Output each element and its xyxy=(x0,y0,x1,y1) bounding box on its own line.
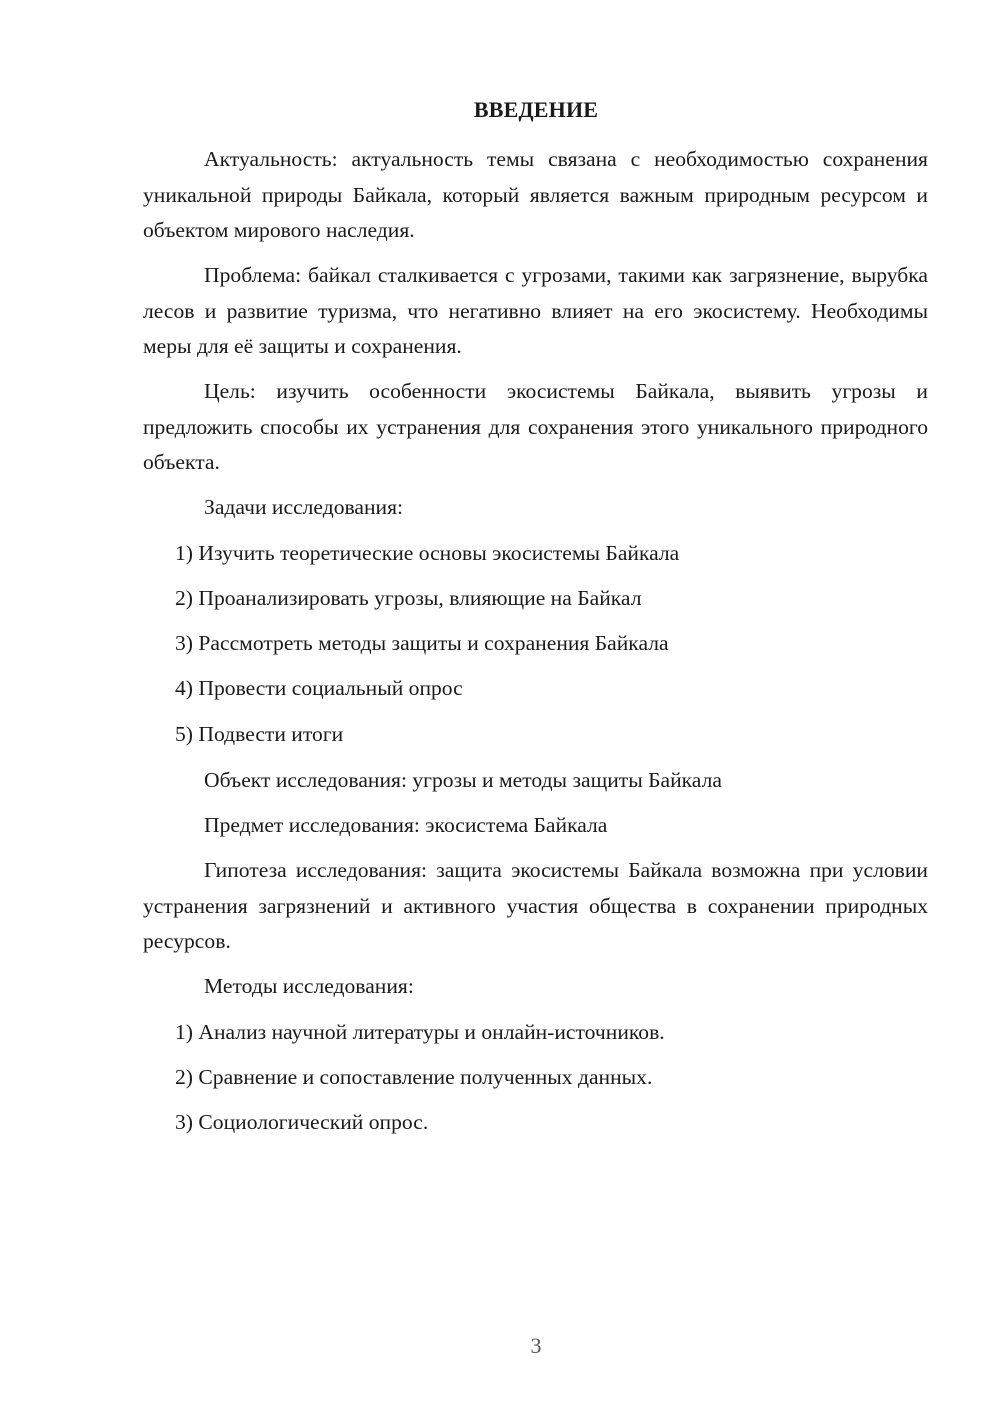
problem-paragraph: Проблема: байкал сталкивается с угрозами, такими как загрязнение, вырубка лесов и развитие туризма, что негативно влияет на его экосистему. Необходимы меры для её защиты и сохранения. xyxy=(143,263,928,359)
goal-paragraph: Цель: изучить особенности экосистемы Байкала, выявить угрозы и предложить способы их устранения для сохранения этого уникального природного объекта. xyxy=(143,379,928,475)
task-item-5: 5) Подвести итоги xyxy=(175,722,344,746)
method-item-1: 1) Анализ научной литературы и онлайн-источников. xyxy=(175,1020,665,1044)
method-item-3: 3) Социологический опрос. xyxy=(175,1110,429,1134)
task-item-2: 2) Проанализировать угрозы, влияющие на Байкал xyxy=(175,586,642,610)
object-line: Объект исследования: угрозы и методы защиты Байкала xyxy=(204,768,722,792)
task-item-1: 1) Изучить теоретические основы экосистемы Байкала xyxy=(175,541,680,565)
relevance-paragraph: Актуальность: актуальность темы связана с необходимостью сохранения уникальной природы Байкала, который является важным природным ресурсом и объектом мирового наследия. xyxy=(143,147,928,243)
task-item-3: 3) Рассмотреть методы защиты и сохранения Байкала xyxy=(175,631,669,655)
task-item-4: 4) Провести социальный опрос xyxy=(175,676,463,700)
hypothesis-paragraph: Гипотеза исследования: защита экосистемы Байкала возможна при условии устранения загрязнений и активного участия общества в сохранении природных ресурсов. xyxy=(143,858,928,954)
methods-heading: Методы исследования: xyxy=(204,974,414,998)
page-number: 3 xyxy=(530,1333,542,1358)
page-title: ВВЕДЕНИЕ xyxy=(473,97,599,122)
method-item-2: 2) Сравнение и сопоставление полученных данных. xyxy=(175,1065,653,1089)
tasks-heading: Задачи исследования: xyxy=(204,495,404,519)
subject-line: Предмет исследования: экосистема Байкала xyxy=(204,813,608,837)
